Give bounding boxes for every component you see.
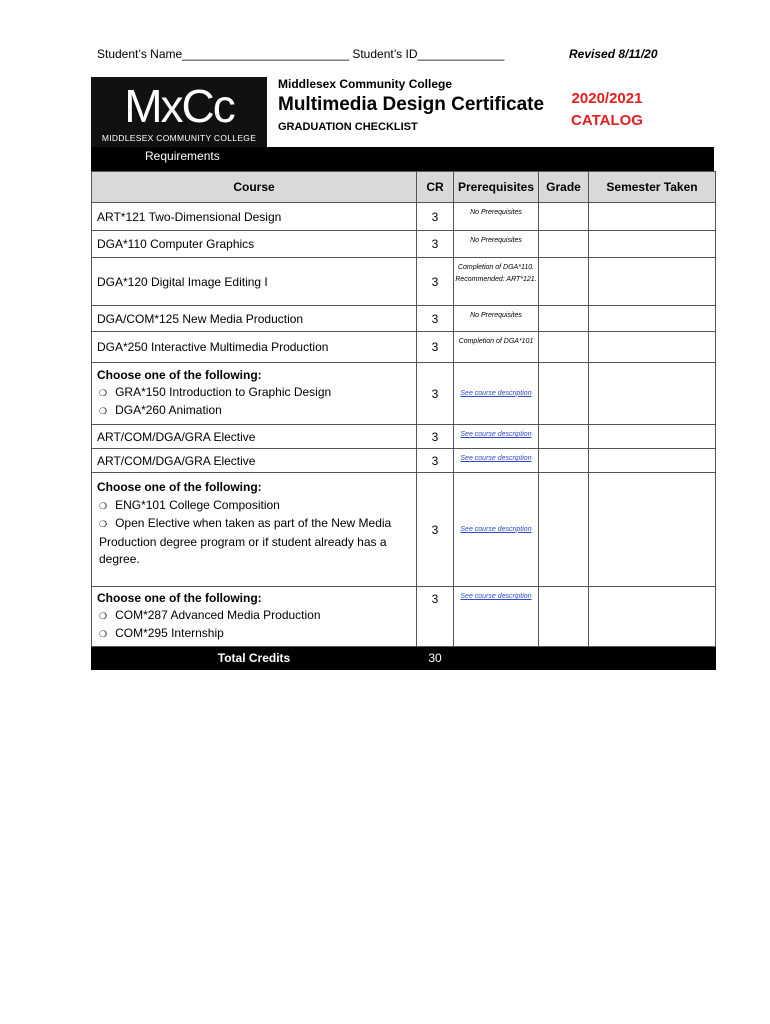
prereq-link[interactable]: See course description [454, 587, 539, 647]
credit-cell: 3 [417, 258, 454, 306]
prereq-link[interactable]: See course description [454, 363, 539, 425]
table-row [92, 203, 716, 231]
grade-cell[interactable] [539, 332, 589, 363]
course-cell: ART/COM/DGA/GRA Elective [92, 425, 417, 449]
semester-cell[interactable] [589, 425, 716, 449]
semester-cell[interactable] [589, 231, 716, 258]
table-row [92, 449, 716, 473]
col-semester: Semester Taken [589, 172, 716, 203]
checklist-title: GRADUATION CHECKLIST [278, 121, 418, 133]
credit-cell: 3 [417, 449, 454, 473]
total-blank [589, 647, 716, 670]
grade-cell[interactable] [539, 306, 589, 332]
total-blank [539, 647, 589, 670]
table-row [92, 425, 716, 449]
program-title: Multimedia Design Certificate [278, 94, 545, 115]
table-row [92, 332, 716, 363]
credit-cell: 3 [417, 425, 454, 449]
logo-subtitle: MIDDLESEX COMMUNITY COLLEGE [101, 133, 257, 143]
choice-cell [92, 473, 417, 587]
course-cell: DGA/COM*125 New Media Production [92, 306, 417, 332]
choice-heading: Choose one of the following: [97, 368, 262, 382]
semester-cell[interactable] [589, 203, 716, 231]
catalog-badge [560, 88, 654, 132]
option-item[interactable]: ❍ GRA*150 Introduction to Graphic Design [97, 384, 416, 402]
option-item[interactable]: ❍ DGA*260 Animation [97, 402, 416, 420]
table-row [92, 473, 716, 587]
semester-cell[interactable] [589, 449, 716, 473]
choice-heading: Choose one of the following: [97, 480, 262, 494]
prereq-cell: Completion of DGA*101 [454, 332, 539, 363]
course-cell: DGA*110 Computer Graphics [92, 231, 417, 258]
grade-cell[interactable] [539, 258, 589, 306]
col-course: Course [92, 172, 417, 203]
credit-cell: 3 [417, 473, 454, 587]
catalog-year: 2020/2021 [571, 90, 643, 107]
catalog-label: CATALOG [571, 112, 643, 129]
semester-cell[interactable] [589, 587, 716, 647]
choice-heading: Choose one of the following: [97, 591, 262, 605]
option-item[interactable]: ❍ Open Elective when taken as part of the New Media Production degree program or if student already has a degree. [97, 515, 416, 569]
prereq-cell: Completion of DGA*110. Recommended: ART*121. [454, 258, 539, 306]
semester-cell[interactable] [589, 473, 716, 587]
prereq-cell: No Prerequisites [454, 203, 539, 231]
requirements-label: Requirements [145, 149, 220, 163]
prereq-link[interactable]: See course description [454, 425, 539, 449]
grade-cell[interactable] [539, 473, 589, 587]
credit-cell: 3 [417, 306, 454, 332]
table-row [92, 231, 716, 258]
student-name-id-line: Student’s Name_________________________ Student’s ID_____________ [97, 47, 505, 61]
requirements-table [91, 171, 716, 670]
choice-cell [92, 363, 417, 425]
prereq-link[interactable]: See course description [454, 473, 539, 587]
semester-cell[interactable] [589, 306, 716, 332]
grade-cell[interactable] [539, 231, 589, 258]
table-row [92, 258, 716, 306]
prereq-cell: No Prerequisites [454, 306, 539, 332]
total-blank [454, 647, 539, 670]
prereq-link[interactable]: See course description [454, 449, 539, 473]
table-row [92, 363, 716, 425]
option-item[interactable]: ❍ ENG*101 College Composition [97, 497, 416, 516]
option-item[interactable]: ❍ COM*295 Internship [97, 625, 416, 643]
col-cr: CR [417, 172, 454, 203]
credit-cell: 3 [417, 231, 454, 258]
credit-cell: 3 [417, 363, 454, 425]
course-cell: DGA*250 Interactive Multimedia Production [92, 332, 417, 363]
course-cell: DGA*120 Digital Image Editing I [92, 258, 417, 306]
logo-mark: MxCc [124, 80, 234, 132]
col-prerequisites: Prerequisites [454, 172, 539, 203]
course-cell: ART/COM/DGA/GRA Elective [92, 449, 417, 473]
grade-cell[interactable] [539, 425, 589, 449]
semester-cell[interactable] [589, 363, 716, 425]
grade-cell[interactable] [539, 363, 589, 425]
credit-cell: 3 [417, 587, 454, 647]
total-row [92, 647, 716, 670]
requirements-band [91, 147, 714, 171]
semester-cell[interactable] [589, 332, 716, 363]
revised-date: Revised 8/11/20 [569, 47, 658, 61]
prereq-cell: No Prerequisites [454, 231, 539, 258]
option-item[interactable]: ❍ COM*287 Advanced Media Production [97, 607, 416, 625]
semester-cell[interactable] [589, 258, 716, 306]
college-logo [91, 77, 267, 147]
table-row [92, 587, 716, 647]
col-grade: Grade [539, 172, 589, 203]
total-label: Total Credits [92, 647, 417, 670]
choice-cell [92, 587, 417, 647]
college-name: Middlesex Community College [278, 77, 453, 91]
table-row [92, 306, 716, 332]
credit-cell: 3 [417, 332, 454, 363]
total-value: 30 [417, 647, 454, 670]
grade-cell[interactable] [539, 449, 589, 473]
grade-cell[interactable] [539, 203, 589, 231]
course-cell: ART*121 Two-Dimensional Design [92, 203, 417, 231]
grade-cell[interactable] [539, 587, 589, 647]
table-header-row [92, 172, 716, 203]
credit-cell: 3 [417, 203, 454, 231]
